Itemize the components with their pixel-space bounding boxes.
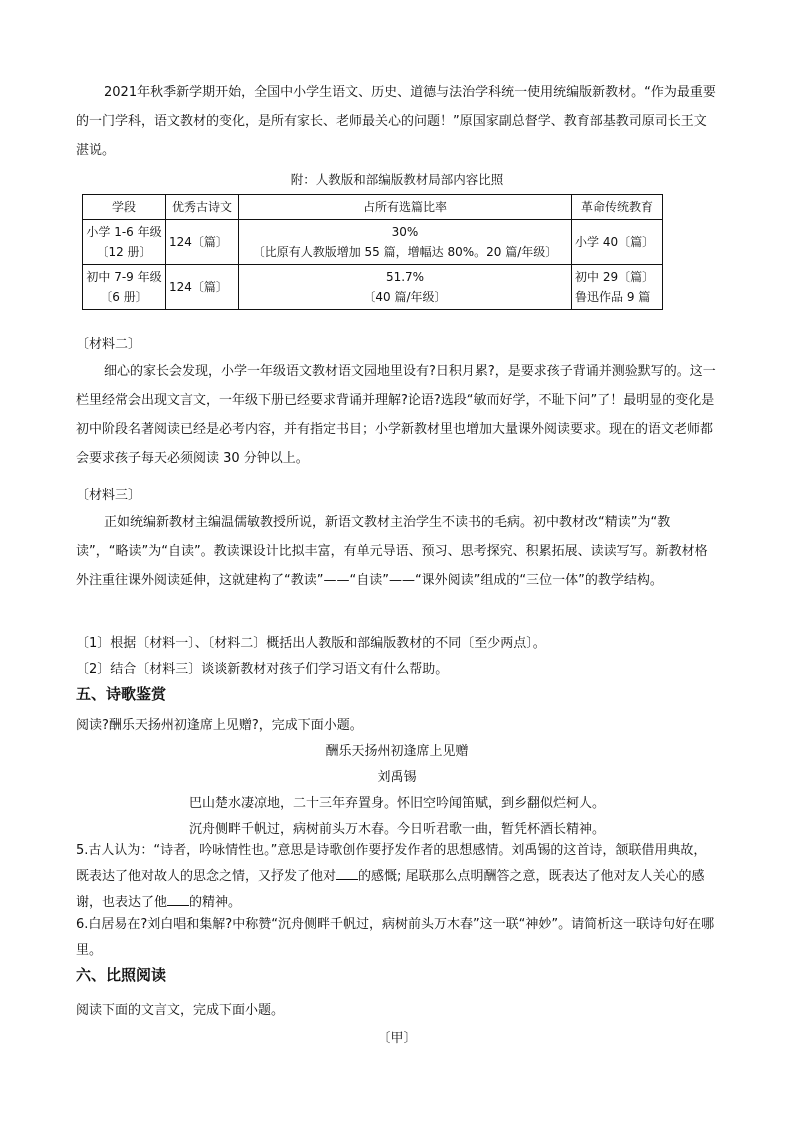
- poem-title: 酬乐天扬州初逢席上见赠: [325, 744, 469, 759]
- table-caption: 附：人教版和部编版教材局部内容比照: [290, 172, 504, 187]
- cell-ratio: 30% 〔比原有人教版增加 55 篇，增幅达 80%。20 篇/年级〕: [239, 220, 572, 265]
- table-row: [83, 220, 663, 265]
- cell-poems: 124〔篇〕: [166, 220, 239, 265]
- cell-stage: 初中 7-9 年级 〔6 册〕: [83, 265, 166, 310]
- poem-author: 刘禹锡: [377, 770, 417, 785]
- material2-label: 〔材料二〕: [76, 337, 142, 352]
- comparison-table: [82, 194, 663, 310]
- material1-paragraph: 2021年秋季新学期开始，全国中小学生语文、历史、道德与法治学科统一使用统编版新教材。“作为最重要的一门学科，语文教材的变化，是所有家长、老师最关心的问题！”原国家副总督学、教育部基教司原司长王文湛说。: [76, 85, 716, 158]
- question-6: 6.白居易在?刘白唱和集解?中称赞“沉舟侧畔千帆过，病树前头万木春”这一联“神妙”。请简析这一联诗句好在哪里。: [76, 917, 715, 958]
- passage-label: 〔甲〕: [377, 1031, 417, 1046]
- header-poems: 优秀古诗文: [166, 195, 239, 220]
- header-ratio: 占所有选篇比率: [239, 195, 572, 220]
- answer-blank[interactable]: [336, 867, 358, 880]
- table-row: [83, 265, 663, 310]
- cell-ratio: 51.7% 〔40 篇/年级〕: [239, 265, 572, 310]
- poem-line: 沉舟侧畔千帆过，病树前头万木春。今日听君歌一曲，暂凭杯酒长精神。: [188, 822, 605, 837]
- material3-label: 〔材料三〕: [76, 488, 142, 503]
- material3-paragraph: 正如统编新教材主编温儒敏教授所说，新语文教材主治学生不读书的毛病。初中教材改“精读”为“教读”，“略读”为“自读”。教读课设计比拟丰富，有单元导语、预习、思考探究、积累拓展、读读写写。新教材格外注重往课外阅读延伸，这就建构了“教读”——“自读”——“课外阅读”组成的“三位一体”的教学结构。: [76, 515, 708, 588]
- header-revolution: 革命传统教育: [572, 195, 663, 220]
- cell-revolution: 初中 29〔篇〕 鲁迅作品 9 篇: [572, 265, 663, 310]
- material2-paragraph: 细心的家长会发现，小学一年级语文教材语文园地里设有?日积月累?，是要求孩子背诵并测验默写的。这一栏里经常会出现文言文，一年级下册已经要求背诵并理解?论语?选段“敏而好学，不耻下问”了！最明显的变化是初中阶段名著阅读已经是必考内容，并有指定书目；小学新教材里也增加大量课外阅读要求。现在的语文老师都会要求孩子每天必须阅读 30 分钟以上。: [76, 364, 716, 466]
- poem-line: 巴山楚水凄凉地，二十三年弃置身。怀旧空吟闻笛赋，到乡翻似烂柯人。: [188, 796, 605, 811]
- section5-intro: 阅读?酬乐天扬州初逢席上见赠?，完成下面小题。: [76, 718, 363, 733]
- question-5: 5.古人认为：“诗者，吟咏情性也。”意思是诗歌创作要抒发作者的思想感情。刘禹锡的这首诗，颔联借用典故，既表达了他对故人的思念之情，又抒发了他对 的感慨; 尾联那么点明酬答之意，既表达了他对友人关心的感谢，也表达了他 的精神。: [76, 843, 707, 910]
- section6-intro: 阅读下面的文言文，完成下面小题。: [76, 1003, 285, 1018]
- cell-revolution: 小学 40〔篇〕: [572, 220, 663, 265]
- question-1: 〔1〕根据〔材料一〕、〔材料二〕概括出人教版和部编版教材的不同〔至少两点〕。: [76, 636, 546, 651]
- answer-blank[interactable]: [167, 893, 189, 906]
- section6-heading: 六、比照阅读: [76, 966, 167, 984]
- section5-heading: 五、诗歌鉴赏: [76, 685, 167, 703]
- header-stage: 学段: [83, 195, 166, 220]
- cell-stage: 小学 1-6 年级 〔12 册〕: [83, 220, 166, 265]
- cell-poems: 124〔篇〕: [166, 265, 239, 310]
- table-header-row: [83, 195, 663, 220]
- question-2: 〔2〕结合〔材料三〕谈谈新教材对孩子们学习语文有什么帮助。: [76, 662, 449, 677]
